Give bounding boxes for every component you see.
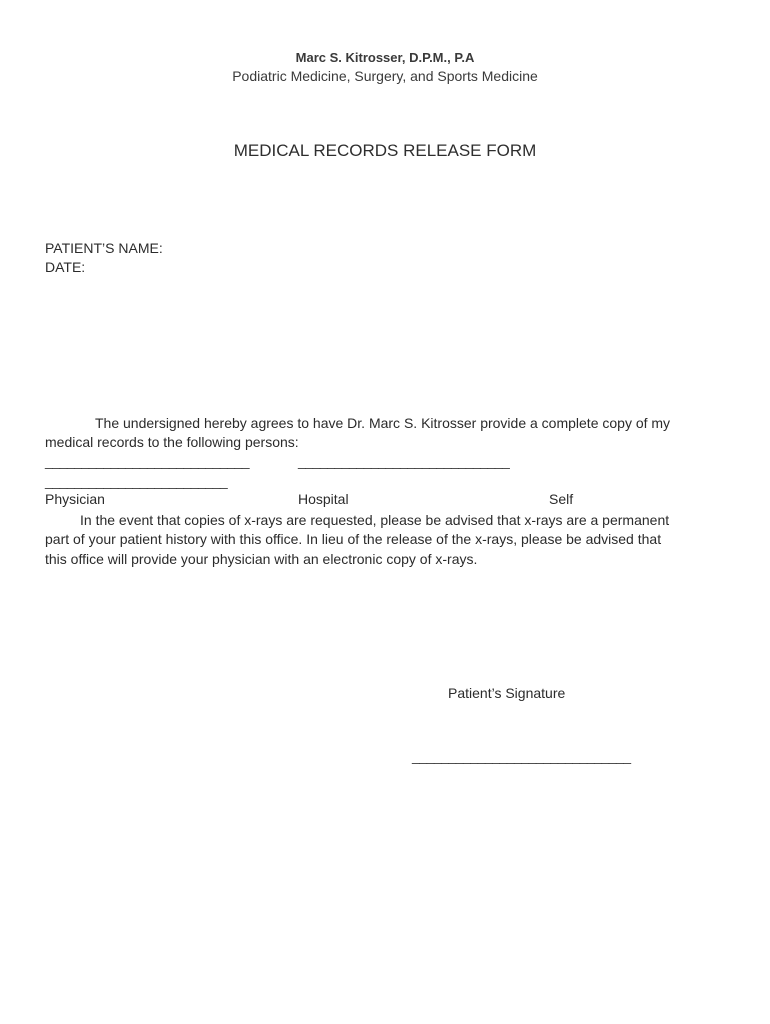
xray-notice-line-1: In the event that copies of x-rays are requested, please be advised that x-rays are a permanent (80, 512, 670, 528)
option-physician: Physician (45, 491, 105, 507)
recipient-blank-line-1: ____________________________ (45, 453, 250, 469)
doctor-name: Marc S. Kitrosser, D.P.M., P.A (295, 50, 475, 65)
signature-line: ______________________________ (412, 748, 631, 764)
date-label: DATE: (45, 259, 86, 275)
recipient-blank-line-3: _________________________ (45, 473, 228, 489)
option-self: Self (549, 491, 574, 507)
patient-name-label: PATIENT’S NAME: (45, 240, 163, 256)
practice-description: Podiatric Medicine, Surgery, and Sports Medicine (232, 68, 538, 84)
intro-text-line-2: medical records to the following persons: (45, 434, 299, 450)
signature-label: Patient’s Signature (448, 685, 566, 701)
intro-text-line-1: The undersigned hereby agrees to have Dr. Marc S. Kitrosser provide a complete copy of my (95, 415, 671, 431)
xray-notice-line-2: part of your patient history with this office. In lieu of the release of the x-rays, please be advised that (45, 531, 662, 547)
xray-notice-line-3: this office will provide your physician with an electronic copy of x-rays. (45, 551, 478, 567)
option-hospital: Hospital (298, 491, 349, 507)
form-title: MEDICAL RECORDS RELEASE FORM (233, 141, 537, 160)
recipient-blank-line-2: _____________________________ (298, 453, 510, 469)
